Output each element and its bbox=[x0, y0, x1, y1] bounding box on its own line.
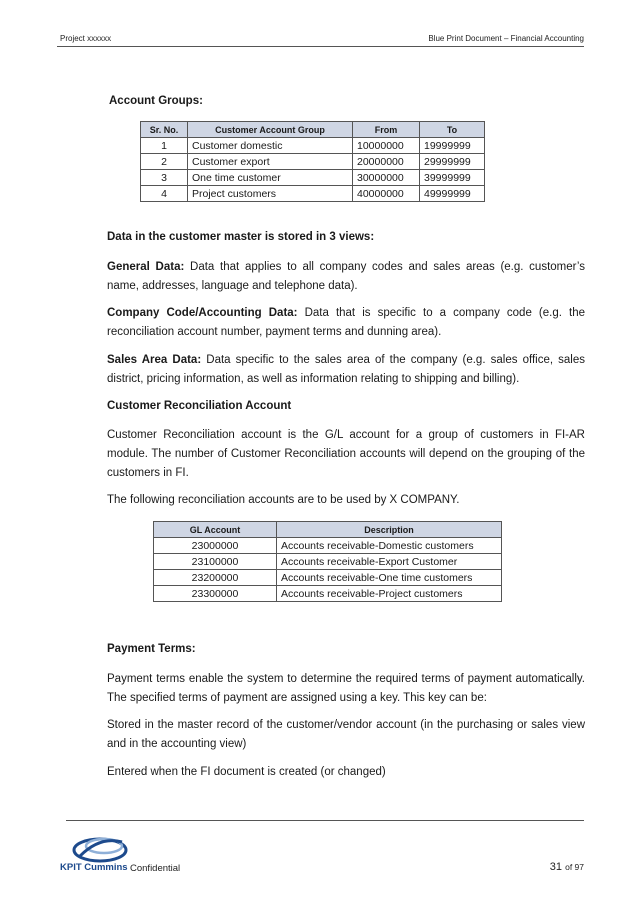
table-row bbox=[141, 154, 485, 170]
cell-gl-account: 23100000 bbox=[154, 554, 277, 570]
cell-sr-no: 3 bbox=[141, 170, 188, 186]
views-heading: Data in the customer master is stored in 3 views: bbox=[107, 231, 375, 243]
account-groups-title: Account Groups: bbox=[109, 95, 203, 107]
page-total: of 97 bbox=[565, 862, 584, 872]
cell-to: 49999999 bbox=[420, 186, 485, 202]
sales-area-paragraph bbox=[107, 351, 585, 389]
table-row bbox=[154, 554, 502, 570]
header-doc-title: Blue Print Document – Financial Accounting bbox=[428, 34, 584, 43]
table-row bbox=[141, 138, 485, 154]
reconciliation-heading: Customer Reconciliation Account bbox=[107, 400, 292, 412]
table-row bbox=[154, 570, 502, 586]
cell-to: 39999999 bbox=[420, 170, 485, 186]
general-data-label: General Data: bbox=[107, 261, 185, 273]
cell-from: 10000000 bbox=[353, 138, 420, 154]
cell-group: One time customer bbox=[188, 170, 353, 186]
page-number bbox=[550, 861, 584, 873]
sales-area-label: Sales Area Data: bbox=[107, 354, 202, 366]
col-header-gl-account: GL Account bbox=[154, 522, 277, 538]
company-code-text: Data that is specific to a company code (e.g. the reconciliation account number, payment terms and dunning area). bbox=[107, 307, 585, 338]
table-row bbox=[154, 586, 502, 602]
cell-description: Accounts receivable-Export Customer bbox=[277, 554, 502, 570]
payment-terms-entered: Entered when the FI document is created (or changed) bbox=[107, 766, 386, 778]
confidential-label: Confidential bbox=[130, 863, 181, 874]
cell-description: Accounts receivable-One time customers bbox=[277, 570, 502, 586]
cell-group: Customer domestic bbox=[188, 138, 353, 154]
col-header-from: From bbox=[353, 122, 420, 138]
col-header-to: To bbox=[420, 122, 485, 138]
reconciliation-paragraph: Customer Reconciliation account is the G/L account for a group of customers in FI-AR module. The number of Customer Reconciliation accounts will depend on the grouping of the customers in FI. bbox=[107, 429, 585, 479]
cell-from: 30000000 bbox=[353, 170, 420, 186]
payment-terms-heading: Payment Terms: bbox=[107, 643, 196, 655]
table-row bbox=[141, 186, 485, 202]
header-divider bbox=[57, 46, 584, 47]
general-data-paragraph bbox=[107, 258, 585, 296]
payment-terms-paragraph: Payment terms enable the system to determine the required terms of payment automatically. The specified terms of payment are assigned using a key. This key can be: bbox=[107, 673, 585, 704]
cell-gl-account: 23300000 bbox=[154, 586, 277, 602]
company-code-label: Company Code/Accounting Data: bbox=[107, 307, 298, 319]
cell-gl-account: 23000000 bbox=[154, 538, 277, 554]
col-header-account-group: Customer Account Group bbox=[188, 122, 353, 138]
cell-from: 20000000 bbox=[353, 154, 420, 170]
cell-description: Accounts receivable-Domestic customers bbox=[277, 538, 502, 554]
cell-group: Customer export bbox=[188, 154, 353, 170]
cell-sr-no: 4 bbox=[141, 186, 188, 202]
cell-to: 19999999 bbox=[420, 138, 485, 154]
cell-sr-no: 2 bbox=[141, 154, 188, 170]
cell-gl-account: 23200000 bbox=[154, 570, 277, 586]
col-header-sr-no: Sr. No. bbox=[141, 122, 188, 138]
table-header-row bbox=[141, 122, 485, 138]
reconciliation-intro: The following reconciliation accounts are to be used by X COMPANY. bbox=[107, 494, 460, 506]
cell-from: 40000000 bbox=[353, 186, 420, 202]
payment-terms-stored: Stored in the master record of the customer/vendor account (in the purchasing or sales view and in the accounting view) bbox=[107, 719, 585, 750]
account-groups-table bbox=[140, 121, 485, 202]
header-project: Project xxxxxx bbox=[60, 34, 112, 43]
col-header-description: Description bbox=[277, 522, 502, 538]
company-code-paragraph bbox=[107, 304, 585, 342]
table-row bbox=[141, 170, 485, 186]
reconciliation-accounts-table bbox=[153, 521, 502, 602]
cell-group: Project customers bbox=[188, 186, 353, 202]
table-row bbox=[154, 538, 502, 554]
logo-text: KPIT Cummins bbox=[60, 862, 128, 873]
cell-sr-no: 1 bbox=[141, 138, 188, 154]
table-header-row bbox=[154, 522, 502, 538]
general-data-text: Data that applies to all company codes and sales areas (e.g. customer’s name, addresses, language and telephone data). bbox=[107, 261, 585, 292]
page-current: 31 bbox=[549, 861, 563, 873]
footer-divider bbox=[66, 820, 584, 821]
cell-description: Accounts receivable-Project customers bbox=[277, 586, 502, 602]
sales-area-text: Data specific to the sales area of the company (e.g. sales office, sales district, pricing information, as well as information relating to shipping and billing). bbox=[107, 354, 585, 385]
cell-to: 29999999 bbox=[420, 154, 485, 170]
